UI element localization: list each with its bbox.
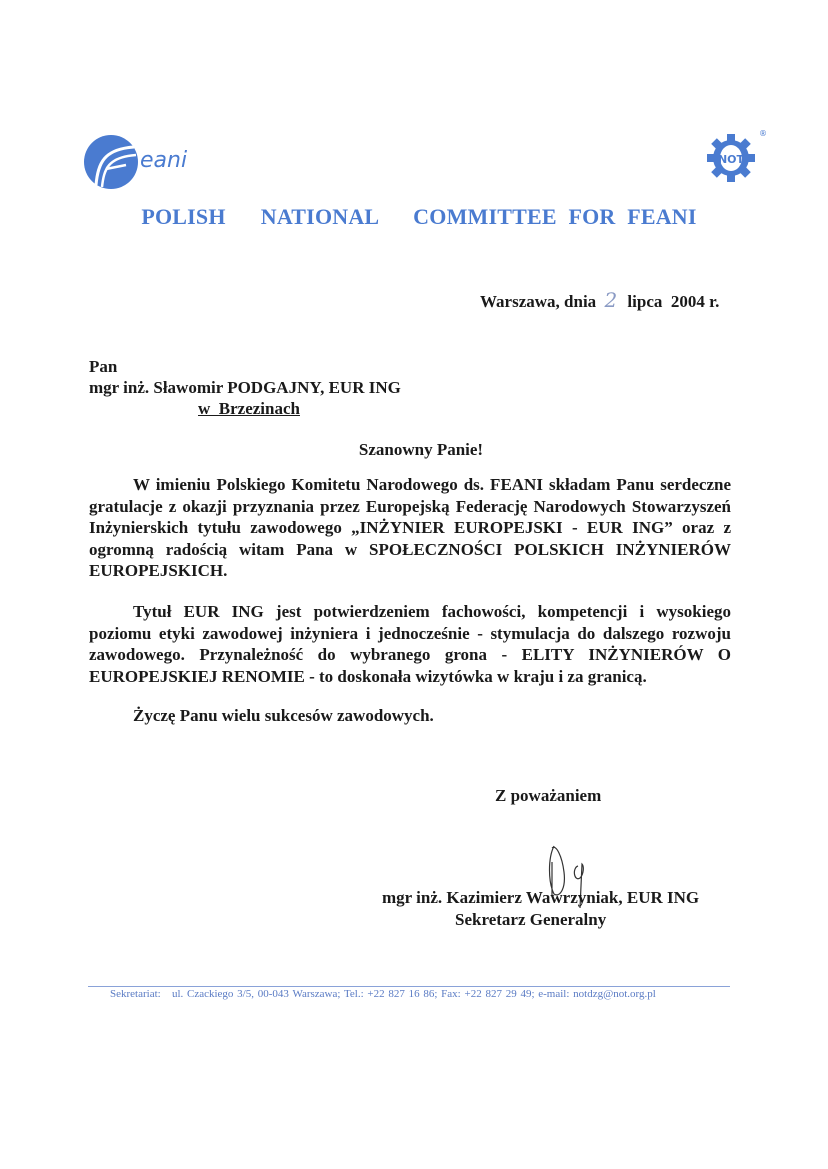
body-paragraph-1-text: W imieniu Polskiego Komitetu Narodowego ds. FEANI składam Panu serdeczne gratulacje z okazji przyznania przez Europejską Federację Narodowych Stowarzyszeń Inżynierskich tytułu zawodowego „INŻYNIER EUROPEJSKI - EUR ING” oraz z ogromną radością witam Pana w SPOŁECZNOŚCI POLSKICH INŻYNIERÓW EUROPEJSKICH. — [89, 475, 731, 580]
footer-contact: Sekretariat: ul. Czackiego 3/5, 00-043 Warszawa; Tel.: +22 827 16 86; Fax: +22 827 29 49; e-mail: notdzg@not.org.pl — [110, 988, 656, 1000]
body-paragraph-2 — [89, 601, 731, 687]
closing: Z poważaniem — [495, 786, 602, 805]
date-prefix: Warszawa, dnia — [480, 292, 597, 311]
body-paragraph-1 — [89, 474, 731, 582]
body-paragraph-2-text: Tytuł EUR ING jest potwierdzeniem fachowości, kompetencji i wysokiego poziomu etyki zawodowej inżyniera i jednocześnie - stymulacja do dalszego rozwoju zawodowego. Przynależność do wybranego grona - ELITY INŻYNIERÓW O EUROPEJSKIEJ RENOMIE - to doskonała wizytówka w kraju i za granicą. — [89, 602, 731, 686]
signer-name: mgr inż. Kazimierz Wawrzyniak, EUR ING — [382, 888, 700, 907]
recipient-line-3: w Brzezinach — [198, 399, 300, 418]
footer-divider — [88, 986, 730, 987]
date-day-handwritten: 2 — [604, 288, 618, 312]
date-suffix: lipca 2004 r. — [627, 292, 720, 311]
recipient-line-2: mgr inż. Sławomir PODGAJNY, EUR ING — [89, 378, 401, 397]
gear-icon — [707, 134, 755, 182]
registered-mark: ® — [759, 129, 767, 138]
signer-title: Sekretarz Generalny — [455, 910, 607, 929]
committee-heading: POLISH NATIONAL COMMITTEE FOR FEANI — [141, 204, 697, 229]
not-logo-text: NOT — [717, 153, 745, 166]
body-paragraph-3: Życzę Panu wielu sukcesów zawodowych. — [133, 706, 434, 725]
feani-logo — [82, 133, 212, 191]
date-line — [480, 288, 719, 312]
salutation: Szanowny Panie! — [358, 440, 484, 459]
not-logo — [703, 126, 773, 186]
signer-block — [382, 887, 699, 931]
feani-logo-text: eani — [140, 148, 188, 173]
recipient-line-1: Pan — [89, 357, 118, 376]
recipient-address — [89, 356, 401, 419]
